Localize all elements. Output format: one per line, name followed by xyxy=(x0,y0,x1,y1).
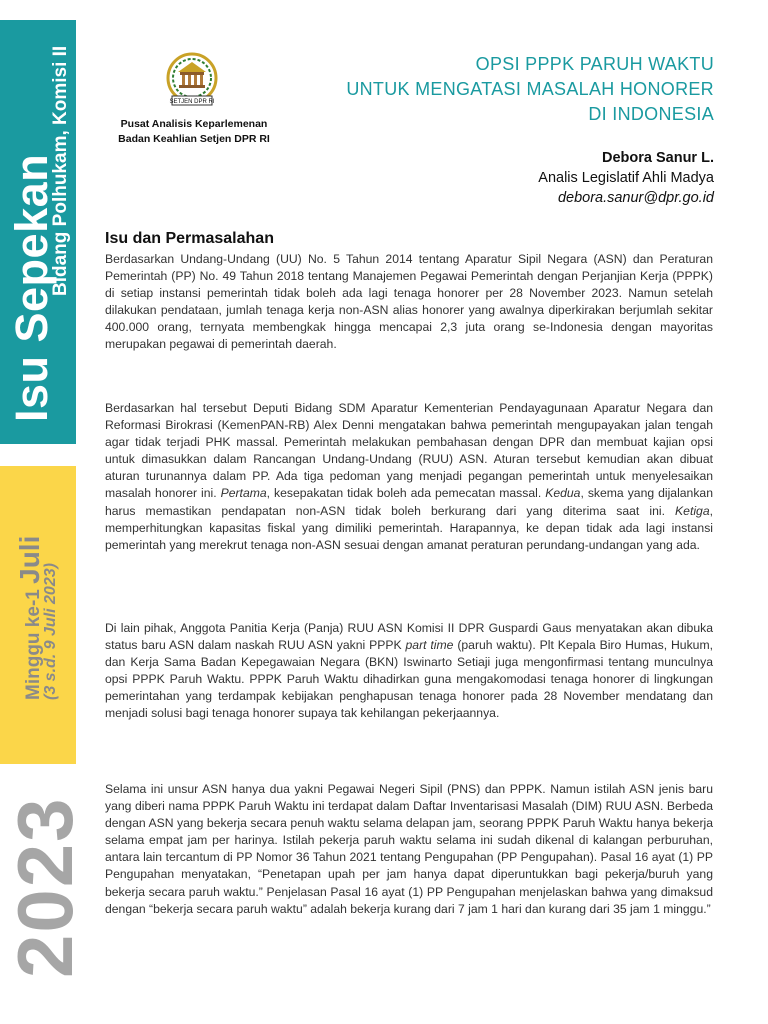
date-range-label: (3 s.d. 9 Juli 2023) xyxy=(42,563,59,700)
author-block xyxy=(414,148,714,208)
institution-line-2: Badan Keahlian Setjen DPR RI xyxy=(118,133,270,145)
series-label: Isu Sepekan xyxy=(6,153,57,422)
title-line-3: DI INDONESIA xyxy=(588,104,714,124)
section-heading: Isu dan Permasalahan xyxy=(105,230,274,247)
division-label: Bidang Polhukam, Komisi II xyxy=(50,45,71,296)
paragraph-3: Di lain pihak, Anggota Panitia Kerja (Panja) RUU ASN Komisi II DPR Guspardi Gaus menyatakan akan dibuka status baru ASN dalam naskah RUU ASN yakni PPPK part time (paruh waktu). Plt Kepala Biro Humas, Hukum, dan Kerja Sama Badan Kepegawaian Negara (BKN) Iswinarto Setiaji juga mengonfirmasi tentang munculnya opsi PPPK Paruh Waktu. PPPK Paruh Waktu dihadirkan guna mengakomodasi tenaga honorer di lingkungan pemerintahan yang terdampak kebijakan penghapusan tenaga honorer pada 28 November mendatang dan menjadi solusi bagi tenaga honorer supaya tak kehilangan pekerjaannya. xyxy=(105,621,713,721)
title-line-1: OPSI PPPK PARUH WAKTU xyxy=(475,54,714,74)
paragraph-1: Berdasarkan Undang-Undang (UU) No. 5 Tahun 2014 tentang Aparatur Sipil Negara (ASN) dan Peraturan Pemerintah (PP) No. 49 Tahun 2018 tentang Manajemen Pegawai Pemerintah dengan Perjanjian Kerja (PPPK) di setiap instansi pemerintah tidak boleh ada lagi tenaga honorer per 28 November 2023. Namun setelah dilakukan pendataan, jumlah tenaga kerja non-ASN alias honorer yang awalnya diperkirakan berjumlah sekitar 400.000 orang, ternyata membengkak hingga mencapai 2,3 juta orang se-Indonesia dengan mayoritas merupakan pegawai di pemerintah daerah. xyxy=(105,252,713,352)
title-line-2: UNTUK MENGATASI MASALAH HONORER xyxy=(346,79,714,99)
logo-banner-text: SETJEN DPR RI xyxy=(169,99,215,105)
author-position: Analis Legislatif Ahli Madya xyxy=(538,170,714,186)
institution-line-1: Pusat Analisis Keparlemenan xyxy=(120,118,268,130)
dpr-logo-icon xyxy=(158,50,226,112)
author-name: Debora Sanur L. xyxy=(602,150,714,166)
week-label: Minggu ke-1 Juli xyxy=(14,535,45,700)
paragraph-2: Berdasarkan hal tersebut Deputi Bidang SDM Aparatur Kementerian Pendayagunaan Aparatur Negara dan Reformasi Birokrasi (KemenPAN-RB) Alex Denni mengatakan bahwa pemerintah mengupayakan jalan tengah agar tidak terjadi PHK massal. Pemerintah melakukan pembahasan dengan DPR dan membuat kajian opsi untuk dimasukkan dalam Rancangan Undang-Undang (RUU) ASN. Aturan tersebut kemudian akan dibuat aturan turunannya dalam PP. Ada tiga pedoman yang menjadi pegangan pemerintah untuk menyelesaikan masalah honorer ini. Pertama, kesepakatan tidak boleh ada pemecatan massal. Kedua, skema yang dijalankan harus memastikan pendapatan non-ASN tidak boleh berkurang dari yang diterima saat ini. Ketiga, memperhitungkan kapasitas fiskal yang dimiliki pemerintah. Harapannya, ke depan tidak ada lagi instansi pemerintah yang merekrut tenaga non-ASN sesuai dengan amanat peraturan perundang-undangan yang ada. xyxy=(105,401,713,552)
institution-name xyxy=(104,117,284,147)
year-label: 2023 xyxy=(1,796,89,978)
page-title xyxy=(294,52,714,127)
author-email: debora.sanur@dpr.go.id xyxy=(557,190,714,206)
paragraph-4: Selama ini unsur ASN hanya dua yakni Pegawai Negeri Sipil (PNS) dan PPPK. Namun istilah ASN jenis baru yang diberi nama PPPK Paruh Waktu ini terdapat dalam Daftar Inventarisasi Masalah (DIM) RUU ASN. Berbeda dengan ASN yang bekerja secara penuh waktu selama delapan jam, seorang PPPK Paruh Waktu hanya bekerja selama empat jam per harinya. Istilah pekerja paruh waktu selama ini sudah dikenal di kalangan perburuhan, antara lain tercantum di PP Nomor 36 Tahun 2021 tentang Pengupahan (PP Pengupahan). Pasal 16 ayat (1) PP Pengupahan menyatakan, “Penetapan upah per jam hanya dapat diperuntukkan bagi pekerja/buruh yang bekerja secara paruh waktu.” Penjelasan Pasal 16 ayat (1) PP Pengupahan menjelaskan bahwa yang dimaksud dengan “bekerja secara paruh waktu” adalah bekerja kurang dari 7 jam 1 hari dan kurang dari 35 jam 1 minggu.” xyxy=(105,782,713,916)
month-label: Juli xyxy=(14,535,45,584)
